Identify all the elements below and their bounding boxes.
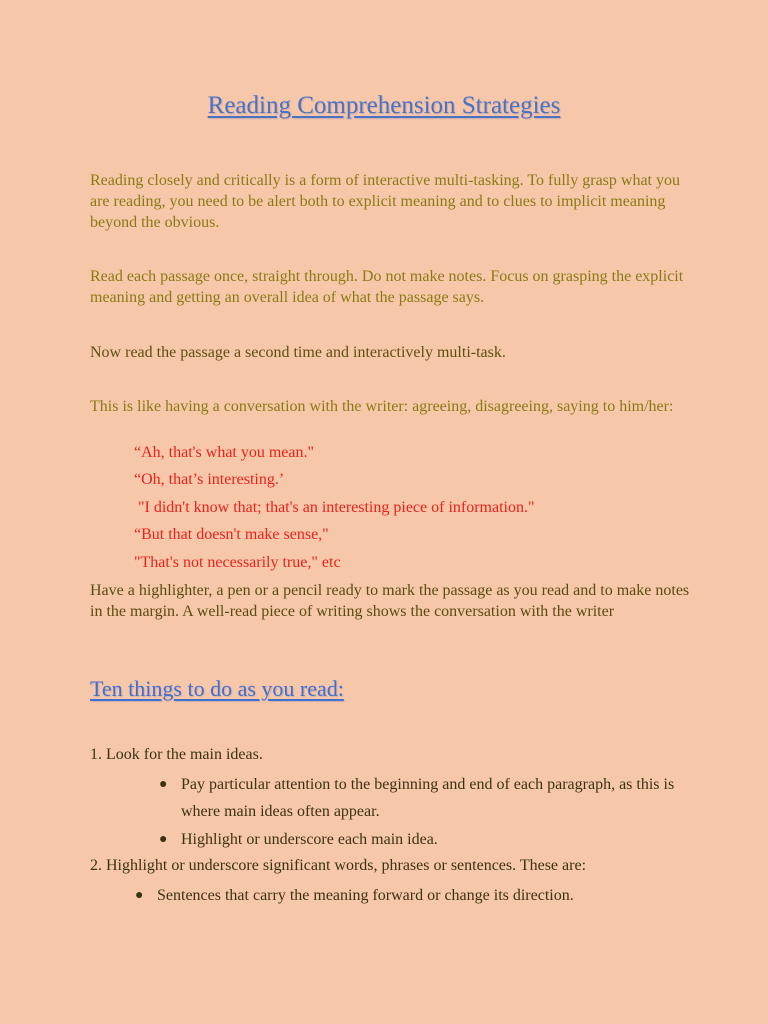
page-title: Reading Comprehension Strategies xyxy=(207,92,561,119)
quote-line: “Ah, that's what you mean." xyxy=(134,444,315,461)
list-item: ● Sentences that carry the meaning forward or change its direction. xyxy=(157,882,677,909)
intro-paragraph: Reading closely and critically is a form of interactive multi-tasking. To fully grasp what you are reading, you need to be alert both to explicit meaning and to clues to implicit meaning beyond the obvious. xyxy=(90,172,680,231)
quote-line: "I didn't know that; that's an interesting piece of information." xyxy=(134,499,535,516)
quote-line: “Oh, that’s interesting.’ xyxy=(134,471,285,488)
section-heading: Ten things to do as you read: xyxy=(90,676,344,701)
list-item-two: 2. Highlight or underscore significant words, phrases or sentences. These are: xyxy=(90,857,587,874)
list-item-one: 1. Look for the main ideas. xyxy=(90,746,263,763)
first-read-paragraph: Read each passage once, straight through. Do not make notes. Focus on grasping the explicit meaning and getting an overall idea of what the passage says. xyxy=(90,268,684,306)
list-item: ● Pay particular attention to the beginning and end of each paragraph, as this is where main ideas often appear. xyxy=(181,771,686,825)
second-read-paragraph: Now read the passage a second time and interactively multi-task. xyxy=(90,344,506,361)
bullet-icon: ● xyxy=(159,832,168,847)
bullet-icon: ● xyxy=(159,777,168,792)
list-item: ● Highlight or underscore each main idea. xyxy=(181,826,701,853)
quote-line: "That's not necessarily true," etc xyxy=(134,554,341,571)
highlighter-paragraph: Have a highlighter, a pen or a pencil ready to mark the passage as you read and to make notes in the margin. A well-read piece of writing shows the conversation with the writer xyxy=(90,582,690,620)
quote-line: “But that doesn't make sense," xyxy=(134,526,329,543)
bullet-icon: ● xyxy=(135,888,144,903)
conversation-paragraph: This is like having a conversation with the writer: agreeing, disagreeing, saying to him/her: xyxy=(90,398,674,415)
